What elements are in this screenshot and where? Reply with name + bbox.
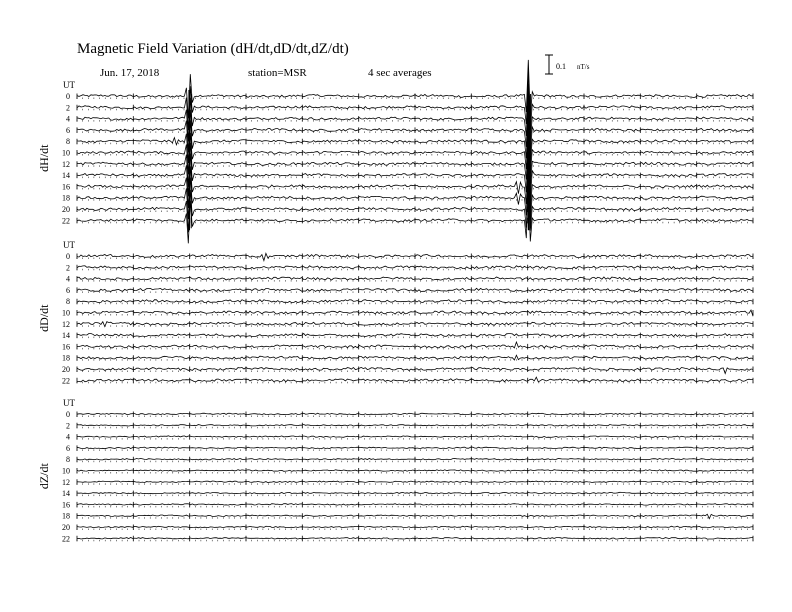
panel-ylabel: dD/dt: [37, 304, 51, 332]
scale-bar: [545, 55, 590, 74]
hour-label: 8: [66, 455, 70, 465]
hour-label: 18: [62, 353, 70, 363]
scale-bar-value: 0.1: [556, 62, 566, 71]
hour-label: 2: [66, 421, 70, 431]
hour-label: 10: [62, 148, 70, 158]
panel-ylabel: dZ/dt: [37, 463, 51, 490]
hour-label: 20: [62, 205, 70, 214]
ut-label: UT: [63, 240, 75, 250]
hour-label: 12: [62, 319, 70, 329]
hour-label: 8: [66, 137, 70, 147]
hour-label: 16: [62, 500, 70, 510]
hour-label: 20: [62, 523, 70, 532]
panel-dZ-dt: [37, 398, 753, 543]
hour-label: 12: [62, 159, 70, 169]
hour-label: 14: [62, 171, 70, 181]
hour-label: 6: [66, 443, 70, 453]
hour-label: 10: [62, 308, 70, 318]
scale-bar-unit: nT/s: [577, 63, 590, 71]
hour-label: 0: [66, 410, 70, 419]
hour-label: 2: [66, 263, 70, 273]
hour-label: 16: [62, 182, 70, 192]
station-label: station=MSR: [248, 67, 307, 79]
hour-label: 4: [66, 274, 70, 284]
hour-label: 12: [62, 477, 70, 487]
averaging-label: 4 sec averages: [368, 67, 432, 79]
hour-label: 18: [62, 511, 70, 521]
hour-label: 16: [62, 342, 70, 352]
ut-label: UT: [63, 80, 75, 90]
ut-label: UT: [63, 398, 75, 408]
hour-label: 22: [62, 216, 70, 226]
hour-label: 6: [66, 285, 70, 295]
trace-line: [77, 185, 753, 244]
hour-label: 4: [66, 432, 70, 442]
date-label: Jun. 17, 2018: [100, 67, 160, 79]
hour-label: 8: [66, 297, 70, 307]
hour-label: 22: [62, 534, 70, 544]
trace-line: [77, 174, 753, 232]
hour-label: 6: [66, 125, 70, 135]
chart-title: Magnetic Field Variation (dH/dt,dD/dt,dZ/dt): [77, 41, 349, 57]
panel-ylabel: dH/dt: [37, 144, 51, 172]
hour-label: 14: [62, 489, 70, 499]
panels: [37, 60, 753, 543]
hour-label: 4: [66, 114, 70, 124]
hour-label: 20: [62, 365, 70, 374]
hour-label: 2: [66, 103, 70, 113]
hour-label: 0: [66, 92, 70, 101]
hour-label: 22: [62, 376, 70, 386]
hour-label: 10: [62, 466, 70, 476]
hour-label: 14: [62, 331, 70, 341]
panel-dH-dt: [37, 60, 753, 244]
panel-dD-dt: [37, 240, 753, 385]
hour-label: 0: [66, 252, 70, 261]
trace-line: [77, 95, 753, 153]
hour-label: 18: [62, 193, 70, 203]
